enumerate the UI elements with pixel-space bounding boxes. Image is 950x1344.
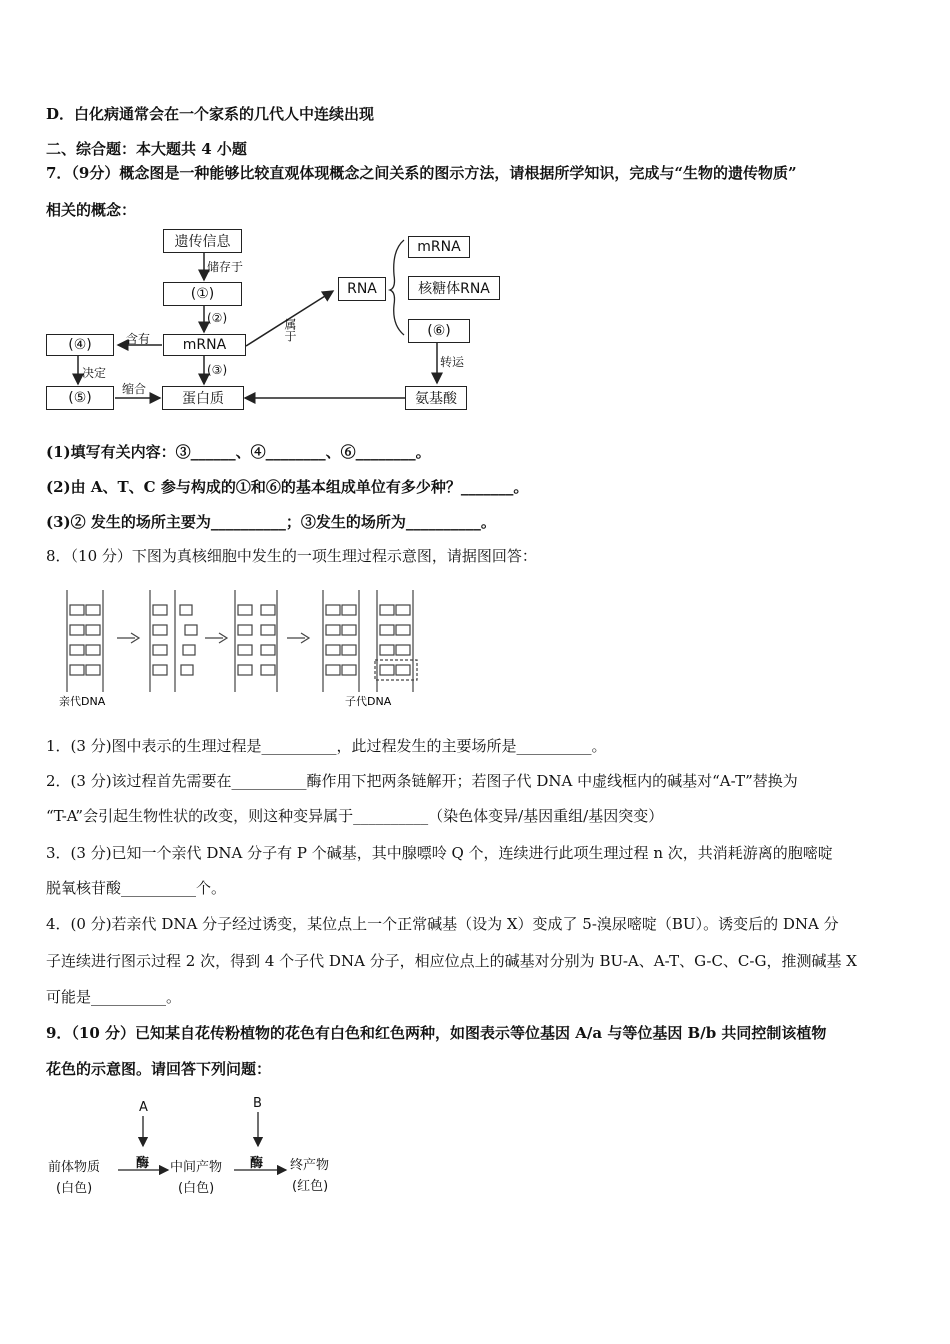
blank-4-box: (④)	[46, 334, 114, 356]
blank-1-box: (①)	[163, 282, 242, 306]
q7-part2: (2)由 A、T、C 参与构成的①和⑥的基本组成单位有多少种？_______。	[46, 478, 529, 496]
blank-2-label: (②)	[207, 311, 228, 325]
precursor-color: (白色)	[56, 1181, 93, 1196]
q8-part2-cont: “T-A”会引起生物性状的改变，则这种变异属于__________（染色体变异/基因重组/基因突变）	[46, 807, 664, 825]
section-heading: 二、综合题：本大题共 4 小题	[46, 140, 247, 158]
stored-in-label: 储存于	[207, 260, 244, 274]
mrna-type-box: mRNA	[408, 236, 470, 258]
dna-replication-svg	[55, 580, 445, 710]
genetic-info-box: 遗传信息	[163, 229, 242, 253]
gene-b-label: B	[253, 1096, 262, 1111]
gene-a-label: A	[139, 1100, 148, 1115]
option-d-text: D．白化病通常会在一个家系的几代人中连续出现	[46, 105, 375, 123]
q7-stem: 7．（9分）概念图是一种能够比较直观体现概念之间关系的图示方法，请根据所学知识，完成与“生物的遗传物质”	[46, 164, 797, 182]
concept-map-arrows	[0, 0, 950, 430]
rrna-box: 核糖体RNA	[408, 276, 500, 300]
concept-map	[0, 0, 950, 430]
q8-stem: 8．（10 分）下图为真核细胞中发生的一项生理过程示意图，请据图回答：	[46, 547, 537, 565]
amino-acid-box: 氨基酸	[405, 386, 467, 410]
enzyme-b-label: 酶	[250, 1156, 264, 1171]
mrna-box: mRNA	[163, 334, 246, 356]
q8-part3: 3．(3 分)已知一个亲代 DNA 分子有 P 个碱基，其中腺嘌呤 Q 个，连续进行此项生理过程 n 次，共消耗游离的胞嘧啶	[46, 844, 833, 862]
child-dna-label: 子代DNA	[345, 695, 392, 708]
protein-box: 蛋白质	[162, 386, 244, 410]
blank-6-box: (⑥)	[408, 319, 470, 343]
dna-replication-diagram	[55, 580, 445, 710]
flower-color-pathway	[40, 1090, 360, 1200]
contains-label: 含有	[126, 332, 151, 346]
blank-5-box: (⑤)	[46, 386, 114, 410]
intermediate-color: (白色)	[178, 1181, 215, 1196]
q7-part3: (3)② 发生的场所主要为__________；③发生的场所为__________。	[46, 513, 496, 531]
enzyme-a-label: 酶	[136, 1156, 150, 1171]
final-product-color: (红色)	[292, 1179, 329, 1194]
q8-part4: 4．(0 分)若亲代 DNA 分子经过诱变，某位点上一个正常碱基（设为 X）变成了 5-溴尿嘧啶（BU）。诱变后的 DNA 分	[46, 915, 839, 933]
q8-part2: 2．(3 分)该过程首先需要在__________酶作用下把两条链解开；若图子代 DNA 中虚线框内的碱基对“A-T”替换为	[46, 772, 798, 790]
precursor-label: 前体物质	[48, 1160, 101, 1175]
final-product-label: 终产物	[290, 1158, 330, 1173]
q7-stem-cont: 相关的概念：	[46, 201, 137, 219]
parent-dna-label: 亲代DNA	[59, 695, 106, 708]
q9-stem: 9．（10 分）已知某自花传粉植物的花色有白色和红色两种，如图表示等位基因 A/a 与等位基因 B/b 共同控制该植物	[46, 1024, 827, 1042]
q8-part4-cont2: 可能是__________。	[46, 988, 182, 1006]
blank-3-label: (③)	[207, 363, 228, 377]
decides-label: 决定	[82, 366, 107, 380]
rna-box: RNA	[338, 277, 386, 301]
q8-part3-cont: 脱氧核苷酸__________个。	[46, 879, 227, 897]
intermediate-label: 中间产物	[170, 1160, 223, 1175]
q8-part1: 1．(3 分)图中表示的生理过程是__________，此过程发生的主要场所是__________。	[46, 737, 607, 755]
q9-stem-cont: 花色的示意图。请回答下列问题：	[46, 1060, 272, 1078]
condense-label: 缩合	[122, 382, 147, 396]
q7-part1: (1)填写有关内容：③______、④________、⑥________。	[46, 443, 431, 461]
q8-part4-cont: 子连续进行图示过程 2 次，得到 4 个子代 DNA 分子，相应位点上的碱基对分别为 BU-A、A-T、G-C、C-G，推测碱基 X	[46, 952, 857, 970]
transport-label: 转运	[440, 355, 465, 369]
belongs-label: 属于	[283, 318, 297, 342]
